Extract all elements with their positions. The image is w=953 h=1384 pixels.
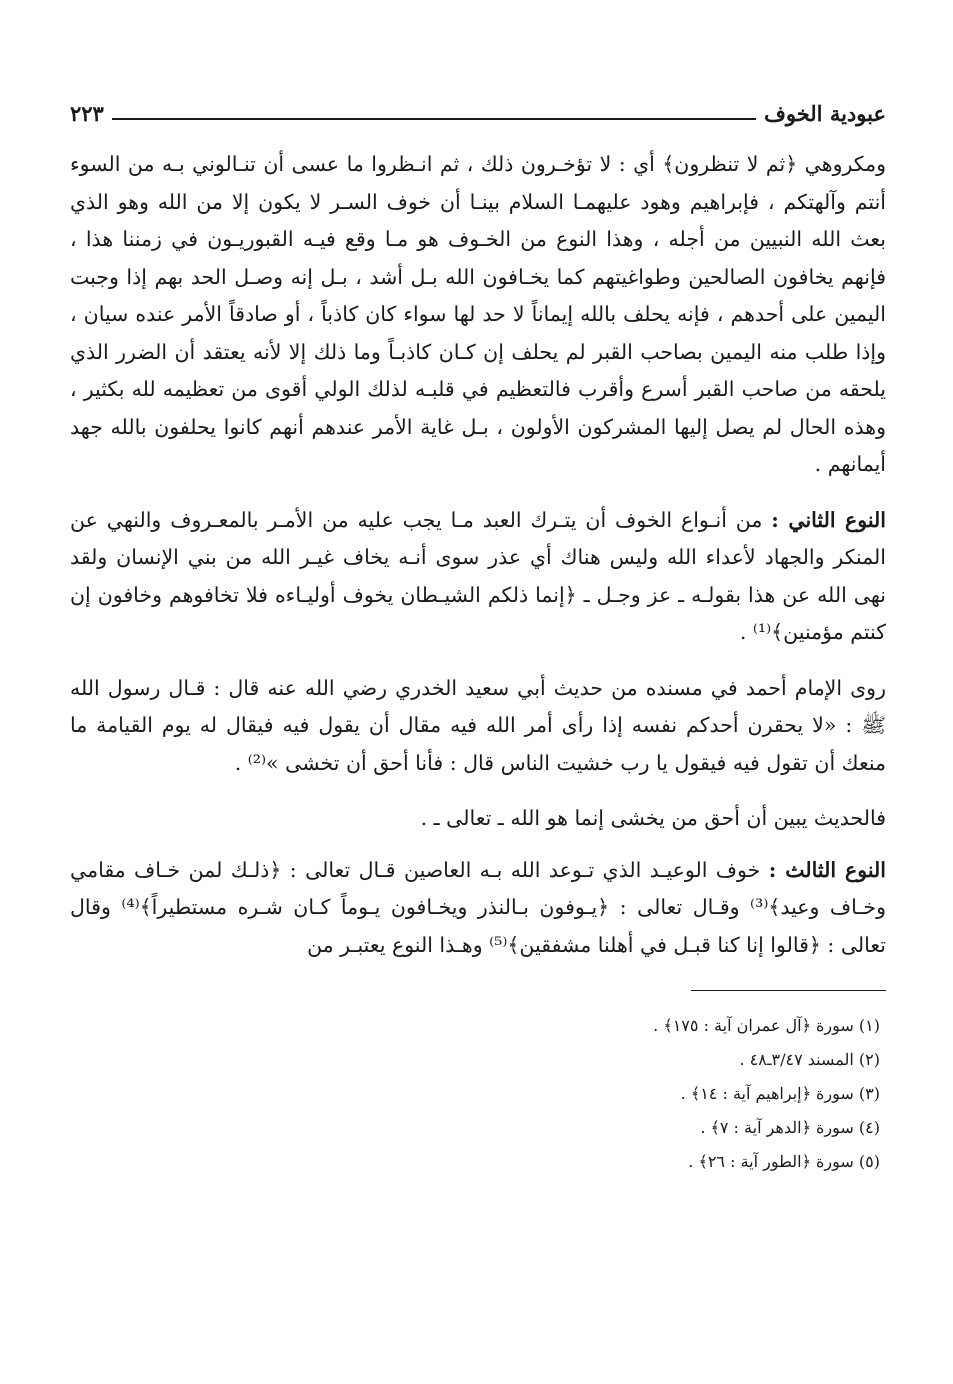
paragraph-5-text: خوف الوعيـد الذي تـوعد الله بـه العاصين قـال تعالى : ﴿ذلـك لمن خـاف مقامي وخـاف وعيد﴾⁽³⁾ وقـال تعالى : ﴿يـوفون بـالنذر ويخـافون يـوماً كـان شـره مستطيراً﴾⁽⁴⁾ وقال تعالى : ﴿قالوا إنا كنا قبـل في أهلنا مشفقين﴾⁽⁵⁾ وهـذا النوع يعتبـر من [70,857,886,957]
paragraph-5-heading: النوع الثالث : [768,857,886,882]
footnotes-list [70,1009,886,1179]
paragraph-3-text: روى الإمام أحمد في مسنده من حديث أبي سعيد الخدري رضي الله عنه قال : قـال رسول الله ﷺ : «لا يحقرن أحدكم نفسه إذا رأى أمر الله فيه مقال أن يقول فيه فيقال له يوم القيامة ما منعك أن تقول فيه فيقول يا رب خشيت الناس قال : فأنا أحق أن تخشى »⁽²⁾ . [70,675,886,775]
chapter-title: عبودية الخوف [764,101,886,126]
footnote-1: (١) سورة ﴿آل عمران آية : ١٧٥﴾ . [653,1016,880,1035]
footnote-2: (٢) المسند ٣/٤٧ـ٤٨ . [739,1050,880,1069]
footnote-separator [691,990,886,991]
paragraph-3 [70,670,886,783]
paragraph-5 [70,852,886,965]
paragraph-2-heading: النوع الثاني : [771,507,886,532]
paragraph-2 [70,502,886,652]
header-rule [112,118,756,120]
paragraph-4 [70,800,886,838]
footnote-4: (٤) سورة ﴿الدهر آية : ٧﴾ . [700,1118,880,1137]
footnote-5: (٥) سورة ﴿الطور آية : ٢٦﴾ . [688,1152,880,1171]
page-number: ٢٢٣ [70,101,104,126]
paragraph-2-text: من أنـواع الخوف أن يتـرك العبد مـا يجب عليه من الأمـر بالمعـروف والنهي عن المنكر والجهاد لأعداء الله وليس هناك أي عذر سوى أنـه يخاف غيـر الله من بني الإنسان ولقد نهى الله عن هذا بقولـه ـ عز وجـل ـ ﴿إنما ذلكم الشيـطان يخوف أوليـاءه فلا تخافوهم وخافون إن كنتم مؤمنين﴾⁽¹⁾ . [70,507,886,644]
running-header [70,96,886,126]
body-text [70,146,886,964]
paragraph-4-text: فالحديث يبين أن أحق من يخشى إنما هو الله ـ تعالى ـ . [420,806,886,830]
paragraph-1-text: ومكروهي ﴿ثم لا تنظرون﴾ أي : لا تؤخـرون ذلك ، ثم انـظروا ما عسى أن تنـالوني بـه من السوء أنتم وآلهتكم ، فإبراهيم وهود عليهمـا السلام بينـا أن خوف السـر لا يكون إلا من الله وهو الذي بعث الله النبيين من أجله ، وهذا النوع من الخـوف هو مـا وقع فيـه القبوريـون في زمننا هذا ، فإنهم يخافون الصالحين وطواغيتهم كما يخـافون الله بـل أشد ، بـل إنه وصـل الحد بهم إذا وجبت اليمين على أحدهم ، فإنه يحلف بالله إيماناً لا حد لها سواء كان كاذباً ، أو صادقاً الأمر عنده سيان ، وإذا طلب منه اليمين بصاحب القبر لم يحلف إن كـان كاذبـاً وما ذلك إلا لأنه يعتقد أن الضرر الذي يلحقه من صاحب القبر أسرع وأقرب فالتعظيم في قلبـه لذلك الولي أقوى من تعظيمه لله بكثير ، وهذه الحال لم يصل إليها المشركون الأولون ، بـل غاية الأمر عندهم أنهم كانوا يحلفون بالله جهد أيمانهم . [70,152,886,476]
book-page [70,96,886,1179]
footnote-3: (٣) سورة ﴿إبراهيم آية : ١٤﴾ . [680,1084,880,1103]
paragraph-1 [70,146,886,484]
